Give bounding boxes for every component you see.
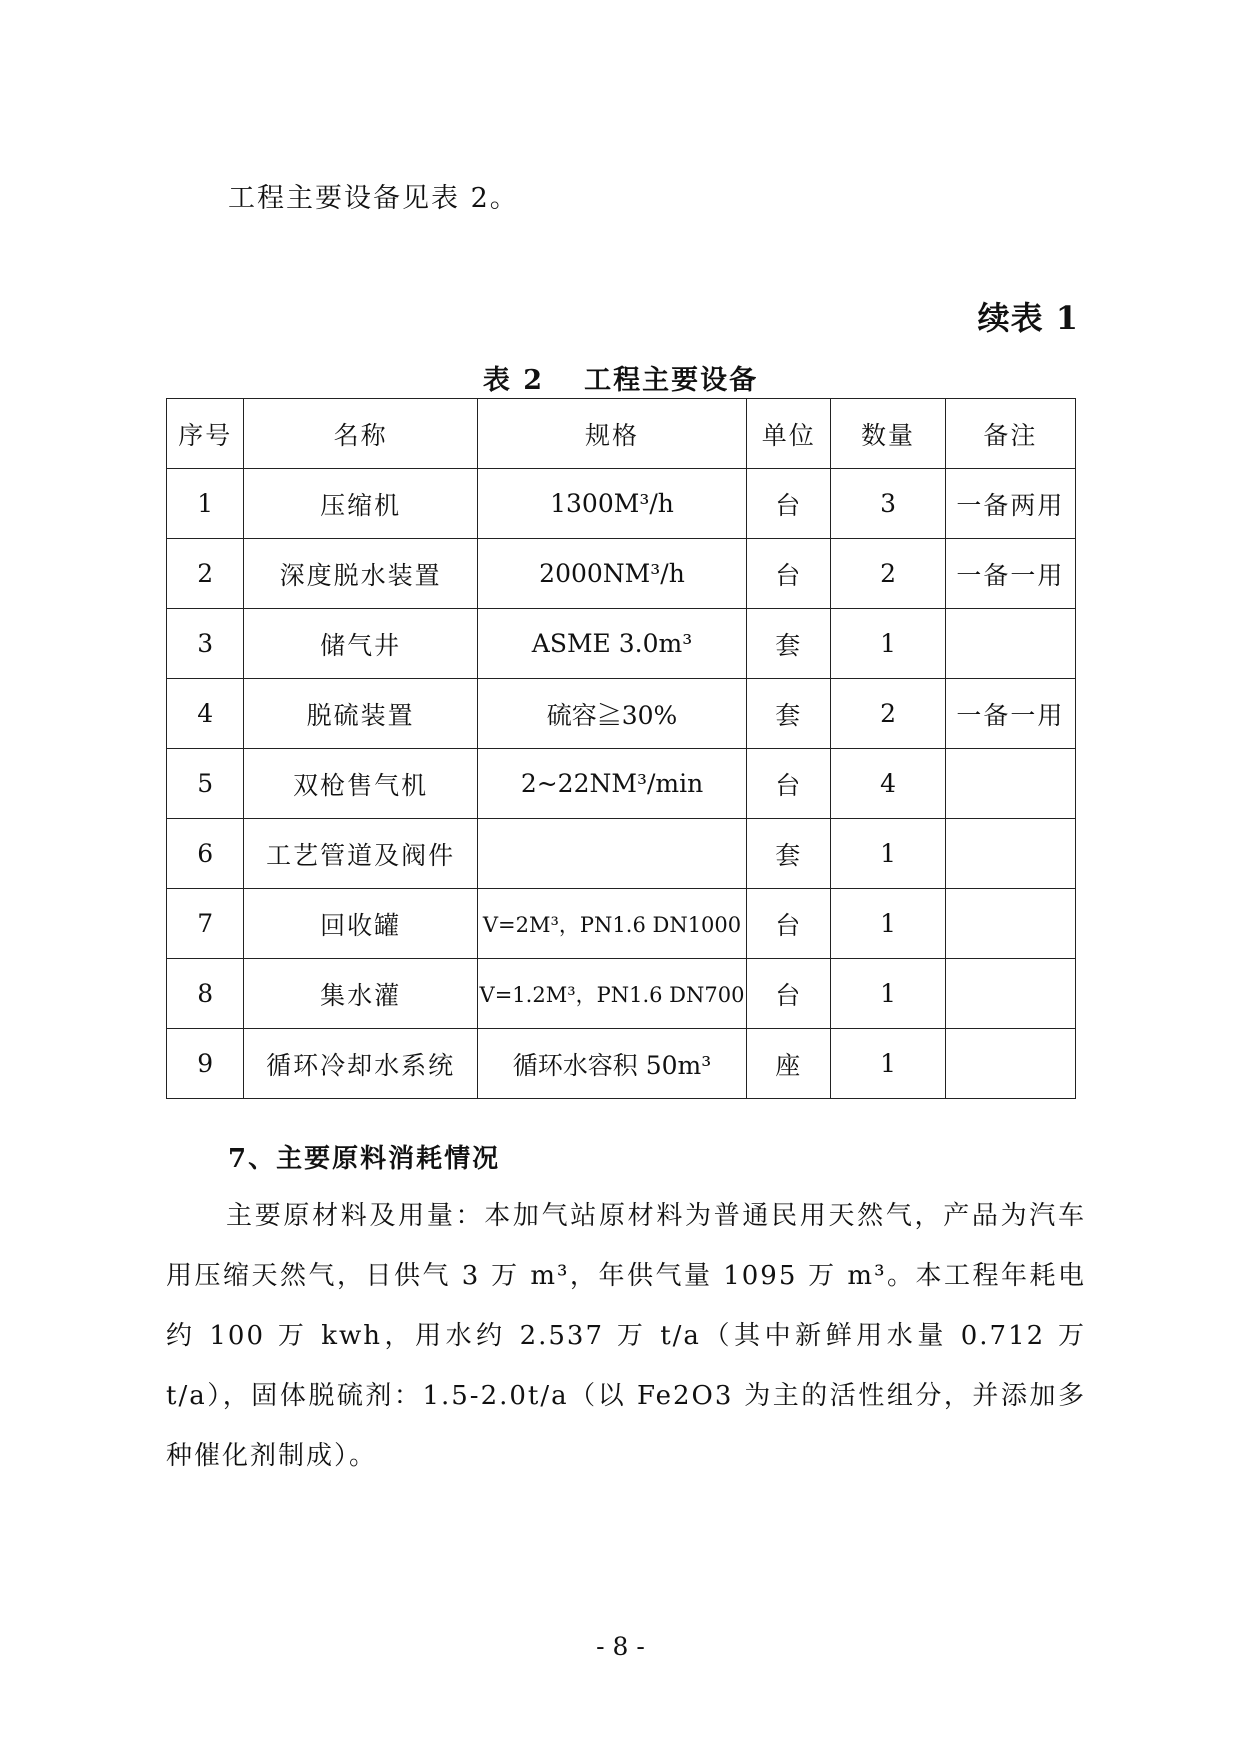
cell-remark: 一备一用 [945, 539, 1075, 609]
cell-remark [945, 889, 1075, 959]
equipment-table [166, 398, 1076, 1099]
cell-index: 8 [167, 959, 244, 1029]
cell-name: 压缩机 [244, 469, 477, 539]
cell-unit: 套 [747, 819, 831, 889]
cell-remark [945, 1029, 1075, 1099]
cell-spec: ASME 3.0m³ [477, 609, 746, 679]
cell-remark [945, 819, 1075, 889]
cell-unit: 台 [747, 469, 831, 539]
cell-remark [945, 749, 1075, 819]
cell-name: 双枪售气机 [244, 749, 477, 819]
cell-index: 6 [167, 819, 244, 889]
cell-index: 9 [167, 1029, 244, 1099]
header-cell-index: 序号 [167, 399, 244, 469]
cell-index: 4 [167, 679, 244, 749]
cell-quantity: 2 [831, 539, 945, 609]
cell-unit: 套 [747, 609, 831, 679]
table-row [167, 889, 1076, 959]
cell-index: 7 [167, 889, 244, 959]
cell-quantity: 1 [831, 959, 945, 1029]
cell-index: 1 [167, 469, 244, 539]
cell-spec: 循环水容积 50m³ [477, 1029, 746, 1099]
header-cell-quantity: 数量 [831, 399, 945, 469]
cell-quantity: 1 [831, 609, 945, 679]
cell-name: 集水灌 [244, 959, 477, 1029]
cell-quantity: 1 [831, 889, 945, 959]
cell-spec: 1300M³/h [477, 469, 746, 539]
cell-spec: 2~22NM³/min [477, 749, 746, 819]
cell-unit: 套 [747, 679, 831, 749]
header-cell-remark: 备注 [945, 399, 1075, 469]
cell-name: 工艺管道及阀件 [244, 819, 477, 889]
cell-index: 2 [167, 539, 244, 609]
cell-quantity: 1 [831, 1029, 945, 1099]
cell-remark [945, 959, 1075, 1029]
table-caption-title: 工程主要设备 [584, 365, 759, 396]
table-caption-number: 表 2 [482, 365, 545, 396]
header-cell-spec: 规格 [477, 399, 746, 469]
intro-text: 工程主要设备见表 2。 [228, 183, 519, 214]
cell-remark: 一备两用 [945, 469, 1075, 539]
table-row [167, 819, 1076, 889]
cell-remark [945, 609, 1075, 679]
table-row [167, 609, 1076, 679]
cell-spec: V=2M³，PN1.6 DN1000 [477, 889, 746, 959]
raw-materials-paragraph: 主要原材料及用量：本加气站原材料为普通民用天然气，产品为汽车用压缩天然气，日供气 3 万 m³，年供气量 1095 万 m³。本工程年耗电约 100 万 kwh，用水约 2.537 万 t/a（其中新鲜用水量 0.712 万 t/a），固体脱硫剂：1.5-2.0t/a（以 Fe2O3 为主的活性组分，并添加多种催化剂制成）。 [166, 1201, 1086, 1471]
cell-name: 脱硫装置 [244, 679, 477, 749]
cell-spec: 硫容≧30% [477, 679, 746, 749]
page-number: - 8 - [596, 1632, 645, 1661]
cell-spec: 2000NM³/h [477, 539, 746, 609]
cell-quantity: 2 [831, 679, 945, 749]
table-row [167, 679, 1076, 749]
cell-remark: 一备一用 [945, 679, 1075, 749]
table-row [167, 749, 1076, 819]
cell-spec: V=1.2M³，PN1.6 DN700 [477, 959, 746, 1029]
table-row [167, 959, 1076, 1029]
cell-quantity: 1 [831, 819, 945, 889]
cell-unit: 台 [747, 889, 831, 959]
header-cell-unit: 单位 [747, 399, 831, 469]
table-caption [0, 358, 1241, 397]
cell-name: 深度脱水装置 [244, 539, 477, 609]
cell-unit: 台 [747, 539, 831, 609]
cell-unit: 座 [747, 1029, 831, 1099]
cell-quantity: 3 [831, 469, 945, 539]
cell-unit: 台 [747, 959, 831, 1029]
cell-spec [477, 819, 746, 889]
table-header-row [167, 399, 1076, 469]
cell-index: 3 [167, 609, 244, 679]
table-row [167, 539, 1076, 609]
cell-name: 回收罐 [244, 889, 477, 959]
cell-unit: 台 [747, 749, 831, 819]
cell-quantity: 4 [831, 749, 945, 819]
continued-table-title: 续表 1 [977, 299, 1079, 337]
cell-name: 储气井 [244, 609, 477, 679]
table-row [167, 469, 1076, 539]
cell-name: 循环冷却水系统 [244, 1029, 477, 1099]
cell-index: 5 [167, 749, 244, 819]
table-row [167, 1029, 1076, 1099]
header-cell-name: 名称 [244, 399, 477, 469]
section-heading: 7、主要原料消耗情况 [228, 1144, 501, 1174]
